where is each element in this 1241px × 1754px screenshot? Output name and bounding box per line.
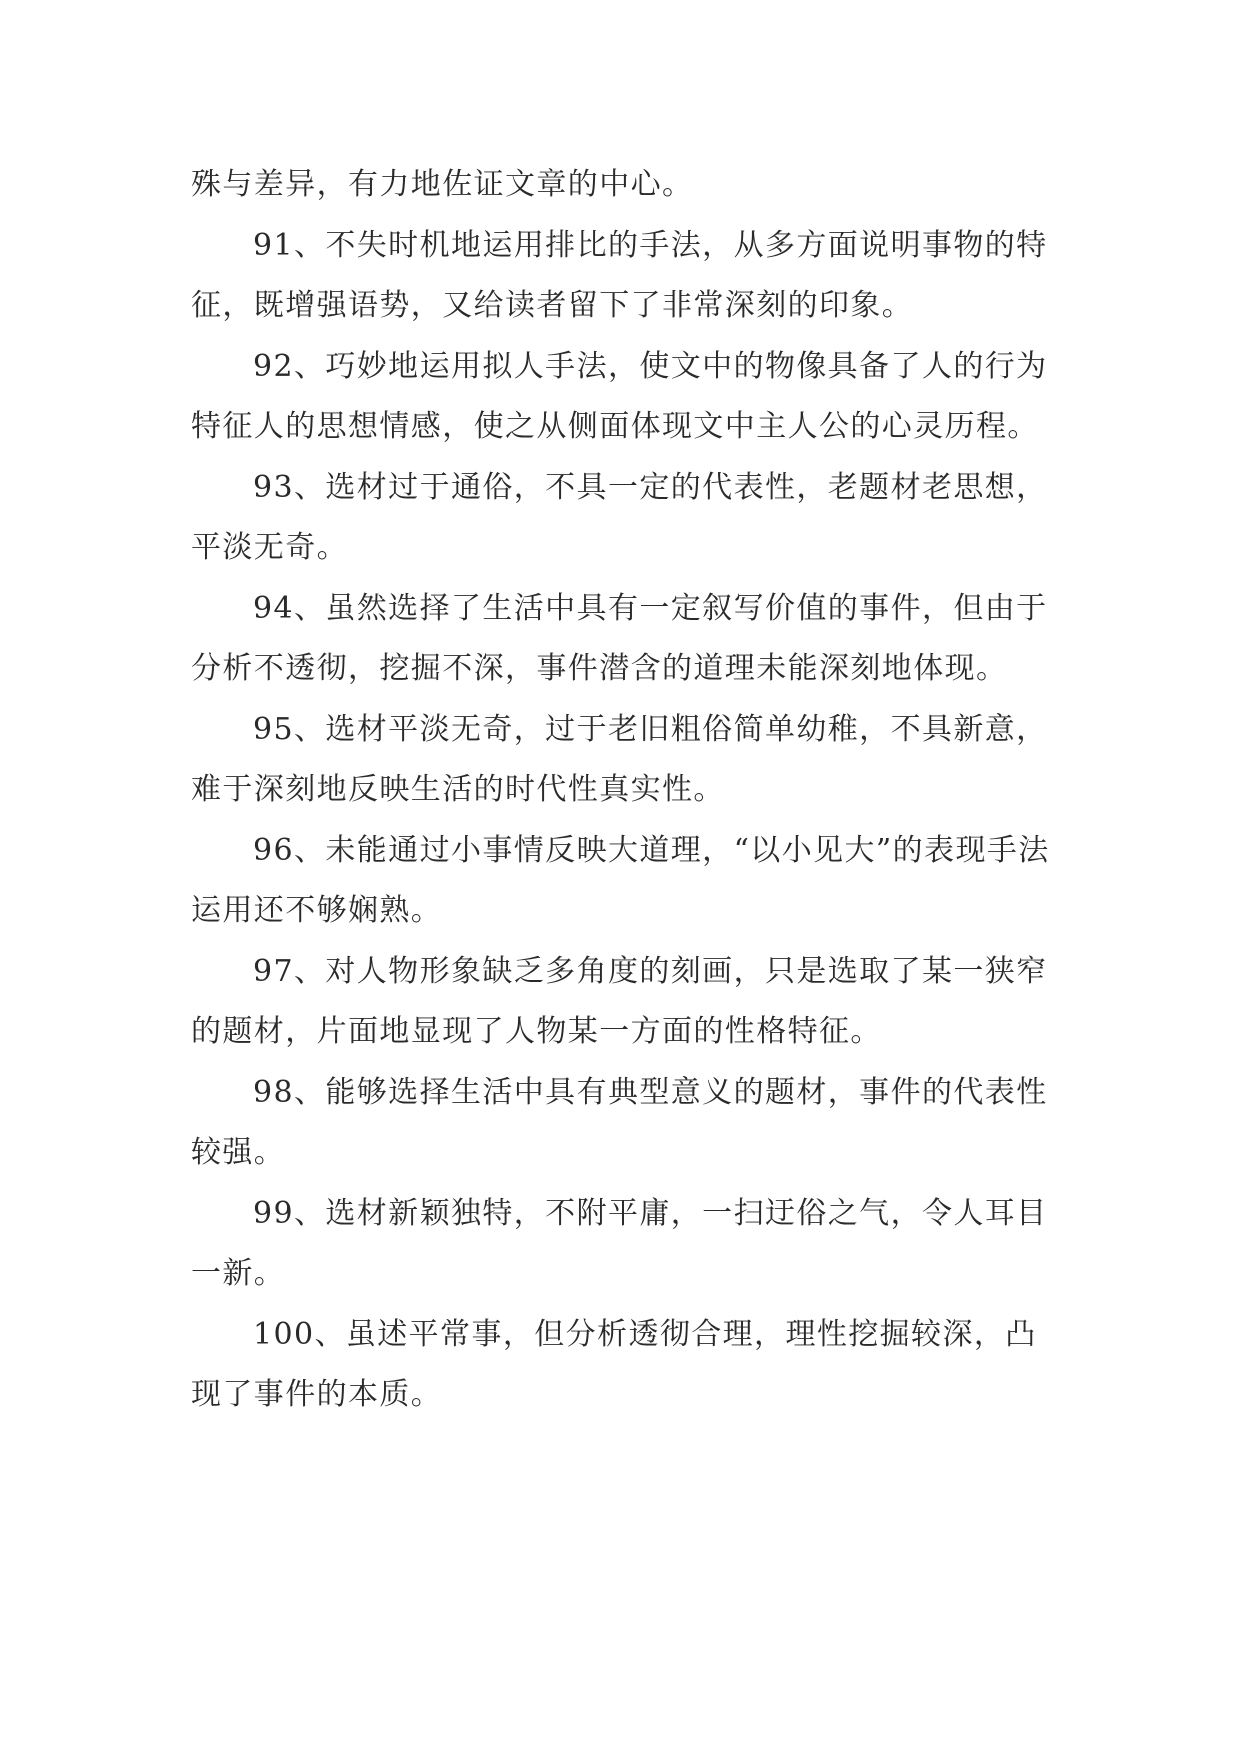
paragraph: 94、虽然选择了生活中具有一定叙写价值的事件，但由于分析不透彻，挖掘不深，事件潜含的道理未能深刻地体现。 [191,590,1048,686]
document-body [191,155,1051,1426]
paragraph: 93、选材过于通俗，不具一定的代表性，老题材老思想，平淡无奇。 [191,469,1048,565]
paragraph: 殊与差异，有力地佐证文章的中心。 [191,167,694,202]
paragraph: 91、不失时机地运用排比的手法，从多方面说明事物的特征，既增强语势，又给读者留下了非常深刻的印象。 [191,227,1048,323]
paragraph: 97、对人物形象缺乏多角度的刻画，只是选取了某一狭窄的题材，片面地显现了人物某一方面的性格特征。 [191,953,1048,1049]
paragraph: 99、选材新颖独特，不附平庸，一扫迂俗之气，令人耳目一新。 [191,1195,1048,1291]
paragraph: 98、能够选择生活中具有典型意义的题材，事件的代表性较强。 [191,1074,1048,1170]
paragraph: 100、虽述平常事，但分析透彻合理，理性挖掘较深，凸现了事件的本质。 [191,1316,1037,1412]
paragraph: 95、选材平淡无奇，过于老旧粗俗简单幼稚，不具新意，难于深刻地反映生活的时代性真实性。 [191,711,1048,807]
paragraph: 92、巧妙地运用拟人手法，使文中的物像具备了人的行为特征人的思想情感，使之从侧面体现文中主人公的心灵历程。 [191,348,1048,444]
paragraph: 96、未能通过小事情反映大道理，“以小见大”的表现手法运用还不够娴熟。 [191,832,1050,928]
